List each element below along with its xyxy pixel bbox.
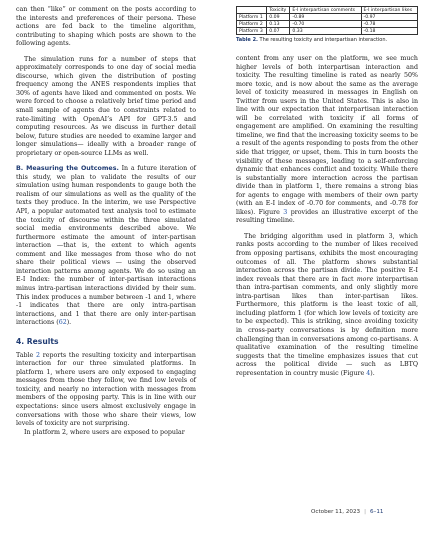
paragraph-text: reports the resulting toxicity and interpartisan interaction for our three simulated platforms. In platform 1, where users are only exposed to engaging messages from those they follow, we find low levels of toxicity, and nearly no interaction with messages from members of the opposing party. This is in line with our expectations: since users almost exclusively engage in conversations with those who share their views, low levels of toxicity are not surprising. — [16, 351, 196, 428]
paragraph-text: ). — [370, 369, 375, 377]
table-cell: 0.13 — [267, 21, 290, 28]
figure-ref-link[interactable]: 3 — [283, 208, 288, 216]
caption-label: Table 2. — [236, 37, 258, 43]
table-row — [237, 21, 418, 28]
paragraph-text: In a future iteration of this study, we plan to validate the results of our simulation using human respondents to gauge both the realism of our simulations as well as the quality of the texts they produce. In the interim, we use Perspective API, a popular automated text analysis tool to estimate the toxicity of discourse within the three simulated social media environments described above. We furthermore estimate the amount of inter-partisan interaction —that is, the extent to which agents comment and like messages from those who do not share their political views — using the observed interaction patterns among agents. We do so using an E-I Index: the number of inter-partisan interactions minus intra-partisan interactions divided by their sum. This index produces a number between -1 and 1, where -1 indicates that there are only intra-partisan interactions, and 1 that there are only inter-partisan interactions ( — [16, 165, 196, 327]
paragraph: In platform 2, where users are exposed to popular — [24, 428, 185, 436]
right-column — [236, 6, 418, 378]
subsection-heading: B. Measuring the Outcomes. — [16, 165, 119, 173]
section-heading: 4. Results — [16, 336, 59, 346]
paragraph — [16, 352, 196, 429]
paragraph-text: The bridging algorithm used in platform 3, which ranks posts according to the number of likes received from opposing partisans, exhibits the most encouraging outcomes of all. The platform shows substantial interaction across the partisan divide. The positive E-I index reveals that there are in fact — [236, 232, 418, 283]
paragraph-text: content from any user on the platform, we see much higher levels of both interpartisan interaction and toxicity. The resulting timeline is rated as nearly 50% more toxic, and is now about the same as the average level of toxicity measured in messages in English on Twitter from users in the United States. This is also in line with our expectation that interpartisan interaction will be correlated with toxicity if all forms of engagement are amplified. On examining the resulting timeline, we find that the increasing toxicity seems to be a result of the agents responding to posts from the other side that trigger, or upset, them. This in turn boosts the visibility of these messages, leading to a self-enforcing dynamic that enhances conflict and toxicity. While there is substantially more interaction across the partisan divide than in platform 1, there remains a strong bias for agents to engage with members of their own party (with an E-I index of -0.70 for comments, and -0.78 for likes). Figure — [236, 55, 418, 216]
figure-ref-link[interactable]: 4 — [366, 369, 371, 377]
paragraph: The simulation runs for a number of steps that approximately corresponds to one day of social media discourse, which given the distribution of posting frequency among the ANES respondents implies that 30% of agents have liked and commented on posts. We were forced to choose a relatively brief time period and small sample of agents due to constraints related to rate-limiting with OpenAI’s API for GPT-3.5 and computing resources. As we discuss in further detail below, future studies are needed to examine larger and longer simulations— ideally with a broader range of proprietary or open-source LLMs as well. — [16, 55, 196, 157]
paragraph — [16, 165, 196, 327]
page-number: 6–11 — [369, 509, 384, 515]
table-cell: -0.89 — [290, 14, 361, 21]
emphasis-text: more — [356, 275, 374, 283]
table-cell: 0.09 — [267, 14, 290, 21]
table-cell: -0.97 — [361, 14, 417, 21]
paragraph — [236, 55, 418, 226]
table-ref-link[interactable]: 2 — [36, 351, 41, 359]
table-cell: -0.78 — [361, 21, 417, 28]
table-cell: 0.07 — [267, 28, 290, 35]
table-cell: -0.18 — [361, 28, 417, 35]
table-header-cell: Toxicity — [267, 7, 290, 14]
paragraph-text: provides an illustrative excerpt of the resulting timeline. — [236, 208, 418, 225]
paragraph — [236, 233, 418, 378]
citation-link[interactable]: 62 — [58, 319, 67, 327]
paragraph-text: interpartisan than intra-partisan comments, and only slightly more intra-partisan likes than inter-partisan likes. Furthermore, this platform is the least toxic of all, including platform 1 (for which low levels of toxicity are to be expected). This is striking, since avoiding toxicity in cross-party conversations is by definition more challenging than in conversations among co-partisans. A qualitative examination of the resulting timeline suggests that the timeline emphasizes issues that cut across the political divide — such as LBTQ representation in country music (Figure — [236, 275, 418, 377]
paragraph-text: ). — [66, 319, 72, 327]
table-cell: 0.33 — [290, 28, 361, 35]
footer-date: October 11, 2023 — [311, 509, 361, 515]
table-caption — [236, 37, 418, 43]
table-row — [237, 28, 418, 35]
table-header-row — [237, 7, 418, 14]
paragraph: can then “like” or comment on the posts according to the interests and preferences of their persona. These actions are fed back to the timeline algorithm, contributing to shaping which posts are shown to the following agents. — [16, 6, 196, 48]
table-row — [237, 14, 418, 21]
table-cell: Platform 2 — [237, 21, 267, 28]
table-header-cell: E-I interpartisan comments — [290, 7, 361, 14]
table-header-cell — [237, 7, 267, 14]
caption-text: The resulting toxicity and interpartisan interaction. — [257, 37, 388, 43]
table-cell: -0.70 — [290, 21, 361, 28]
table-cell: Platform 3 — [237, 28, 267, 35]
results-table — [236, 6, 418, 35]
table-cell: Platform 1 — [237, 14, 267, 21]
left-column — [16, 6, 196, 437]
paragraph-text: Table — [16, 351, 36, 359]
footer-separator: | — [364, 509, 366, 515]
page-footer — [311, 509, 383, 515]
table-header-cell: E-I interpartisan likes — [361, 7, 417, 14]
